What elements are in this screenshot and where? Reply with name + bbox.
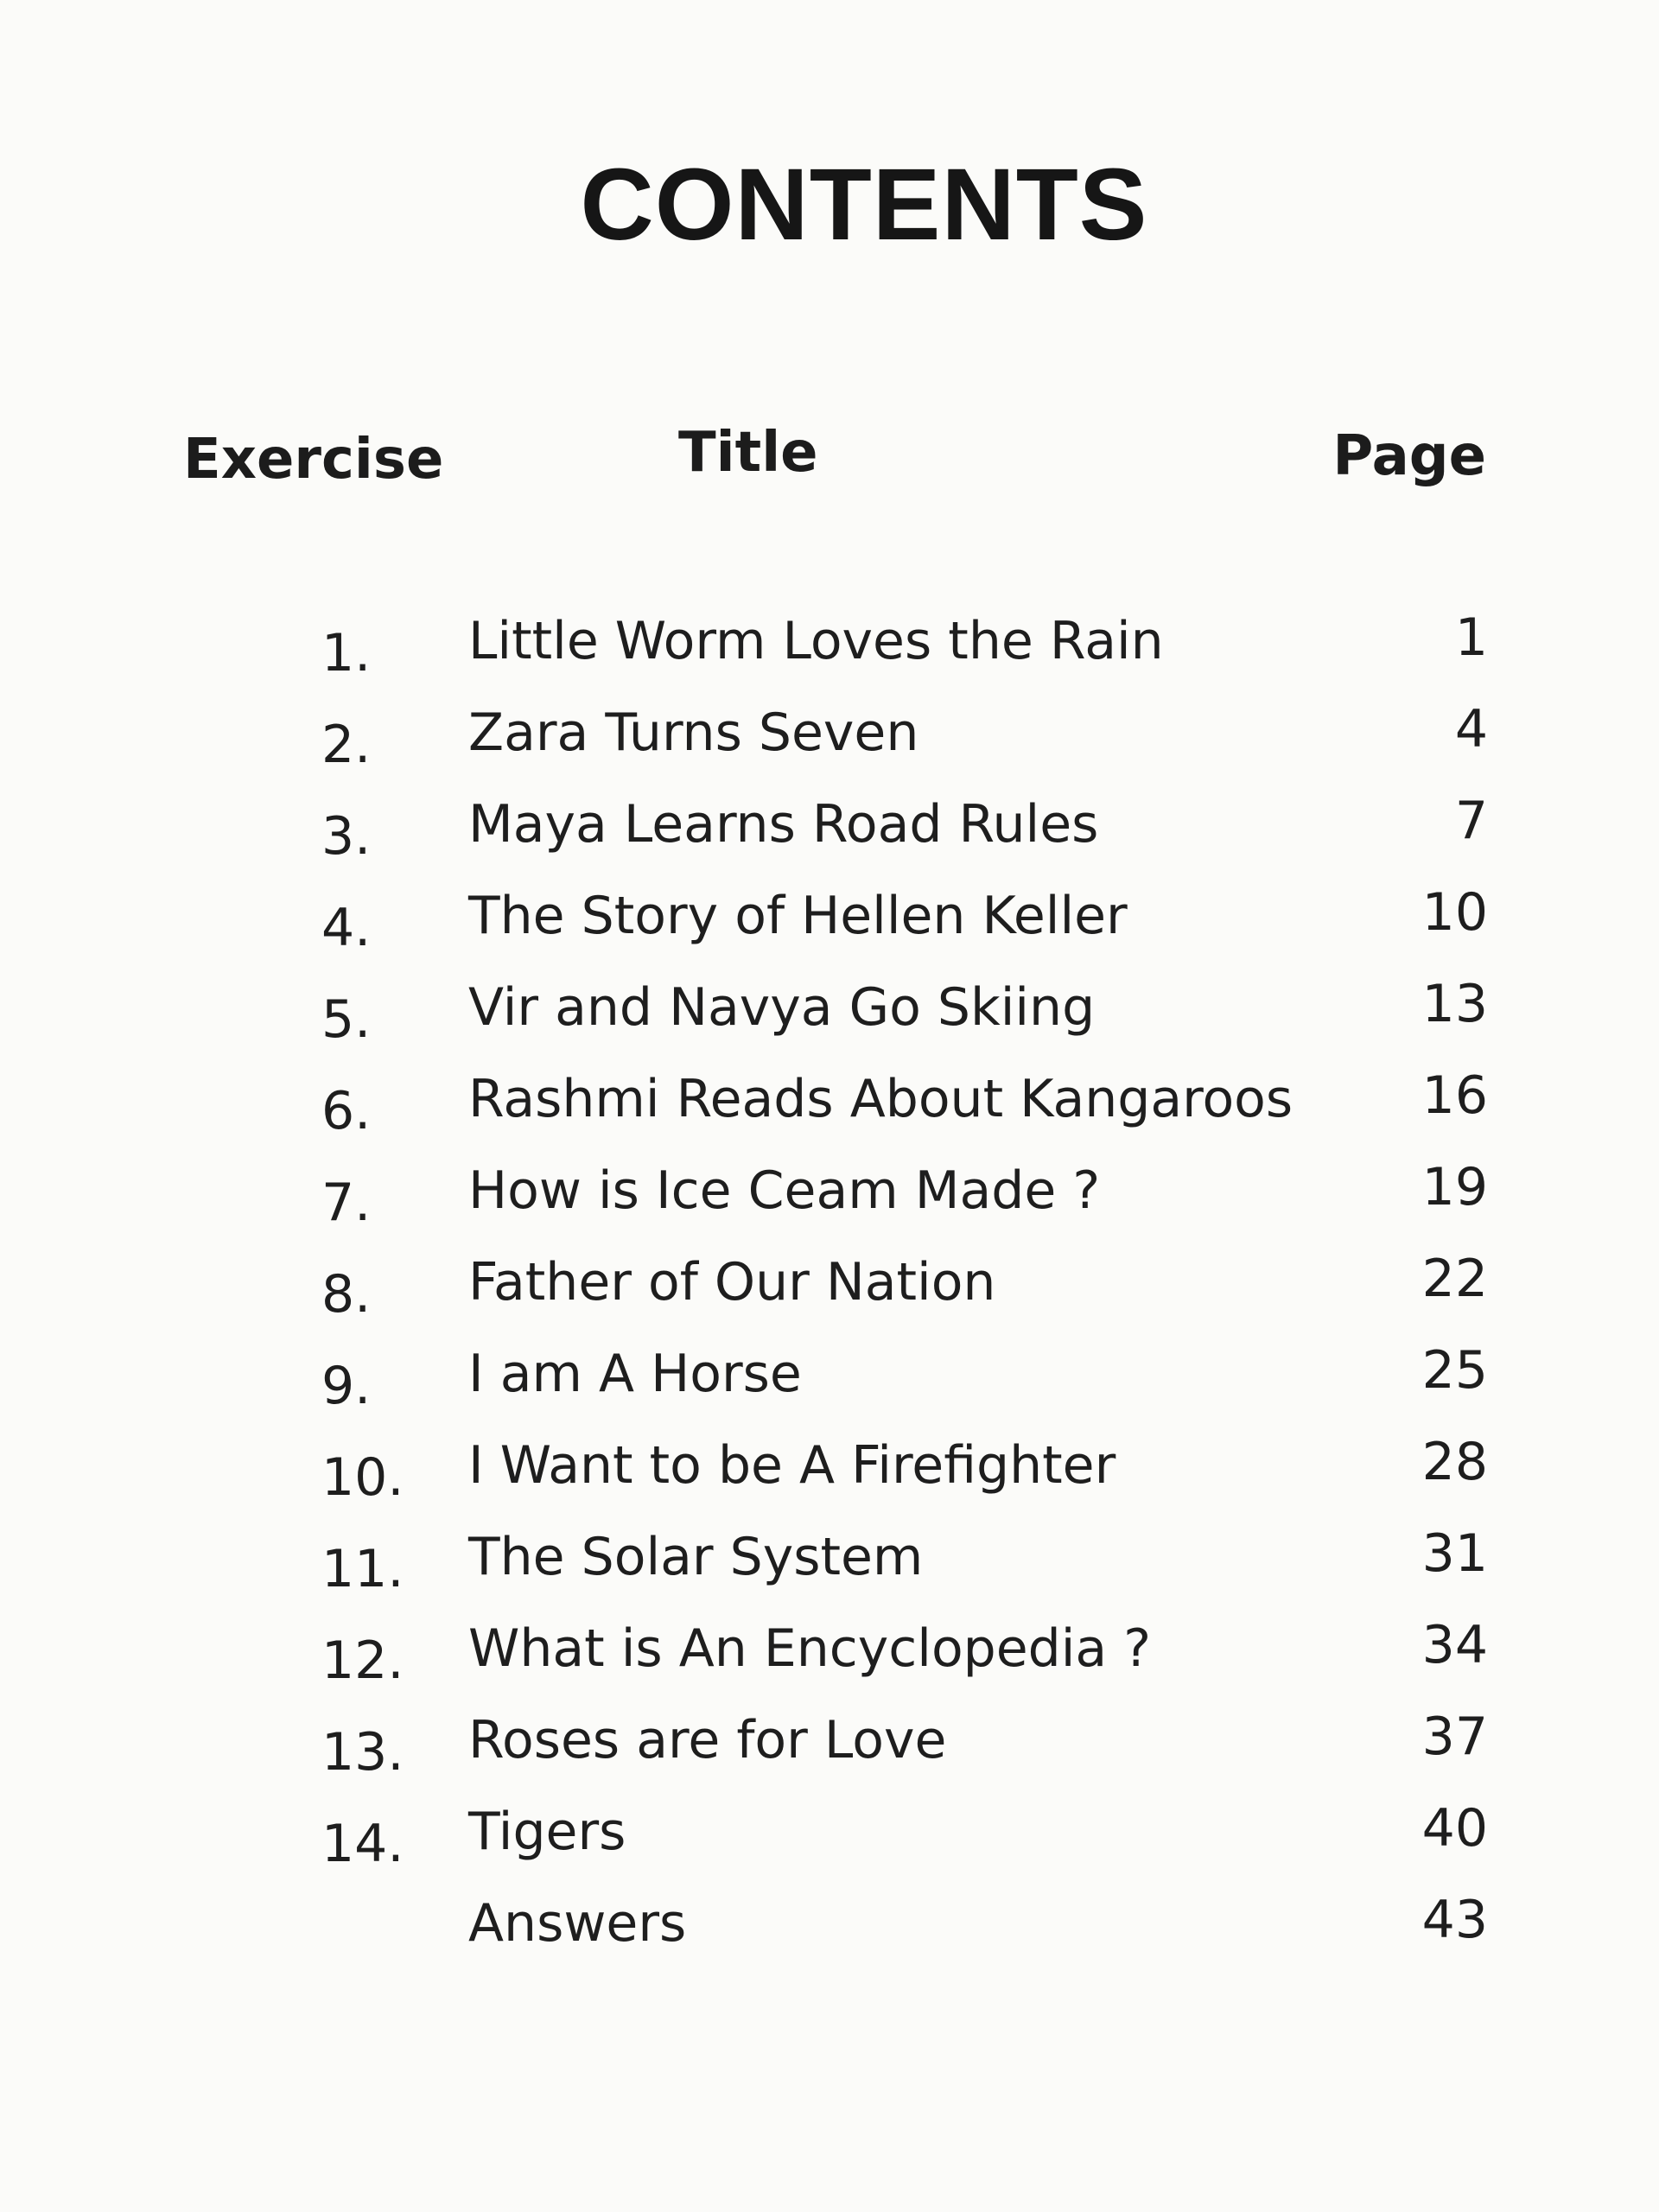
exercise-title: Answers (468, 1893, 687, 1954)
page-number: 25 (1421, 1340, 1488, 1401)
page-number: 10 (1421, 882, 1488, 943)
page-number: 7 (1454, 791, 1488, 851)
contents-list (0, 607, 1659, 1980)
exercise-number: 11. (321, 1539, 404, 1599)
contents-row (0, 1156, 1659, 1248)
page-number: 13 (1421, 974, 1488, 1034)
exercise-title: Zara Turns Seven (468, 702, 919, 763)
exercise-title: How is Ice Ceam Made ? (468, 1160, 1101, 1221)
exercise-title: Tigers (468, 1802, 626, 1862)
exercise-number: 8. (321, 1264, 372, 1325)
exercise-title: The Story of Hellen Keller (468, 886, 1128, 946)
page-number: 31 (1421, 1523, 1488, 1584)
exercise-title: The Solar System (468, 1527, 924, 1587)
page-number: 37 (1421, 1707, 1488, 1767)
column-header-exercise: Exercise (183, 428, 444, 492)
exercise-number: 14. (321, 1814, 404, 1874)
exercise-number: 2. (321, 715, 372, 775)
exercise-title: I am A Horse (468, 1344, 802, 1404)
exercise-number: 13. (321, 1722, 404, 1783)
exercise-number: 12. (321, 1630, 404, 1691)
exercise-title: Little Worm Loves the Rain (468, 611, 1164, 671)
contents-row (0, 1706, 1659, 1797)
contents-row (0, 1797, 1659, 1889)
exercise-title: Vir and Navya Go Skiing (468, 977, 1096, 1038)
page-number: 34 (1421, 1615, 1488, 1675)
contents-row (0, 1065, 1659, 1156)
page-number: 16 (1421, 1065, 1488, 1126)
exercise-title: Father of Our Nation (468, 1252, 996, 1313)
page-number: 1 (1454, 607, 1488, 668)
page-number: 28 (1421, 1432, 1488, 1492)
page-number: 40 (1421, 1798, 1488, 1859)
contents-row (0, 607, 1659, 698)
exercise-title: Rashmi Reads About Kangaroos (468, 1069, 1294, 1129)
page-number: 22 (1421, 1249, 1488, 1309)
contents-row (0, 790, 1659, 881)
contents-row (0, 1339, 1659, 1431)
exercise-number: 4. (321, 898, 372, 958)
page-title: CONTENTS (580, 148, 1148, 262)
exercise-number: 6. (321, 1081, 372, 1141)
exercise-number: 5. (321, 989, 372, 1050)
exercise-number: 9. (321, 1356, 372, 1416)
column-header-page: Page (1332, 424, 1486, 488)
contents-row (0, 1248, 1659, 1339)
contents-row (0, 973, 1659, 1065)
exercise-title: I Want to be A Firefighter (468, 1435, 1116, 1496)
contents-row (0, 1889, 1659, 1980)
page-number: 19 (1421, 1157, 1488, 1217)
column-header-title: Title (678, 421, 818, 485)
exercise-title: What is An Encyclopedia ? (468, 1618, 1152, 1679)
contents-row (0, 1614, 1659, 1706)
exercise-number: 7. (321, 1173, 372, 1233)
page-number: 4 (1454, 699, 1488, 760)
contents-row (0, 1522, 1659, 1614)
contents-row (0, 881, 1659, 973)
exercise-title: Roses are for Love (468, 1710, 947, 1770)
exercise-title: Maya Learns Road Rules (468, 794, 1099, 855)
contents-row (0, 698, 1659, 790)
page-number: 43 (1421, 1890, 1488, 1950)
exercise-number: 3. (321, 806, 372, 867)
contents-row (0, 1431, 1659, 1522)
exercise-number: 1. (321, 623, 372, 683)
exercise-number: 10. (321, 1447, 404, 1508)
